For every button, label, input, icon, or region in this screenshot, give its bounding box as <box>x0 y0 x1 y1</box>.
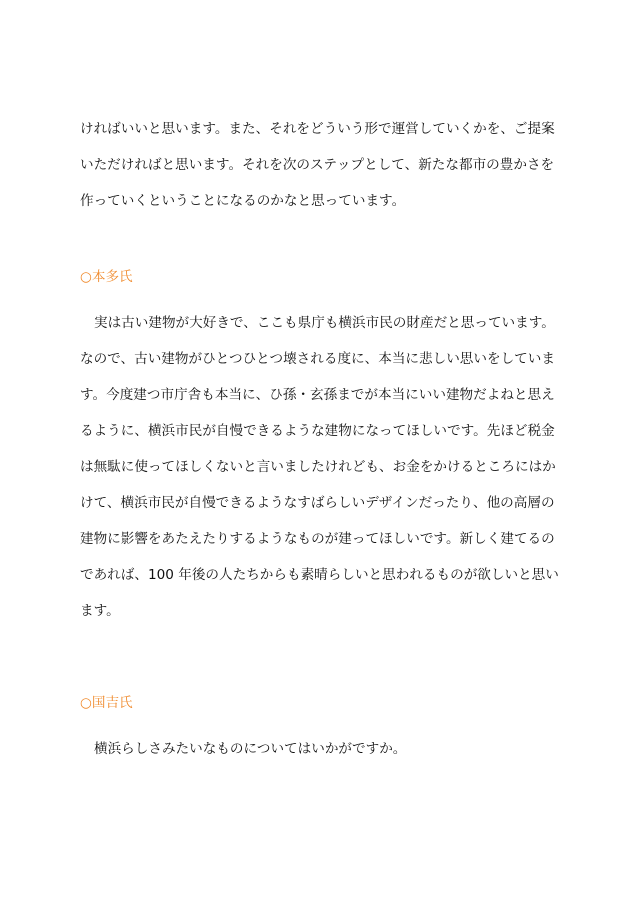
honda-line-8: であれば、100 年後の人たちからも素晴らしいと思われるものが欲しいと思い <box>80 567 559 583</box>
intro-line-1: ければいいと思います。また、それをどういう形で運営していくかを、ご提案 <box>80 121 555 137</box>
intro-line-3: 作っていくということになるのかなと思っています。 <box>80 193 406 209</box>
honda-line-6: けて、横浜市民が自慢できるようなすばらしいデザインだったり、他の高層の <box>80 495 555 511</box>
honda-line-5: は無駄に使ってほしくないと言いましたけれども、お金をかけるところにはか <box>80 459 556 475</box>
honda-line-1: 実は古い建物が大好きで、ここも県庁も横浜市民の財産だと思っています。 <box>94 315 555 331</box>
kuniyoshi-line-1: 横浜らしさみたいなものについてはいかがですか。 <box>94 741 407 757</box>
speaker-kuniyoshi: ○国吉氏 <box>80 695 133 711</box>
honda-line-7: 建物に影響をあたえたりするようなものが建ってほしいです。新しく建てるの <box>80 531 555 547</box>
speaker-honda: ○本多氏 <box>80 269 133 285</box>
intro-line-2: いただければと思います。それを次のステップとして、新たな都市の豊かさを <box>80 157 555 173</box>
honda-line-2: なので、古い建物がひとつひとつ壊される度に、本当に悲しい思いをしていま <box>80 351 555 367</box>
honda-line-3: す。今度建つ市庁舎も本当に、ひ孫・玄孫までが本当にいい建物だよねと思え <box>80 387 555 403</box>
honda-line-9: ます。 <box>80 603 120 619</box>
honda-line-4: るように、横浜市民が自慢できるような建物になってほしいです。先ほど税金 <box>80 423 555 439</box>
